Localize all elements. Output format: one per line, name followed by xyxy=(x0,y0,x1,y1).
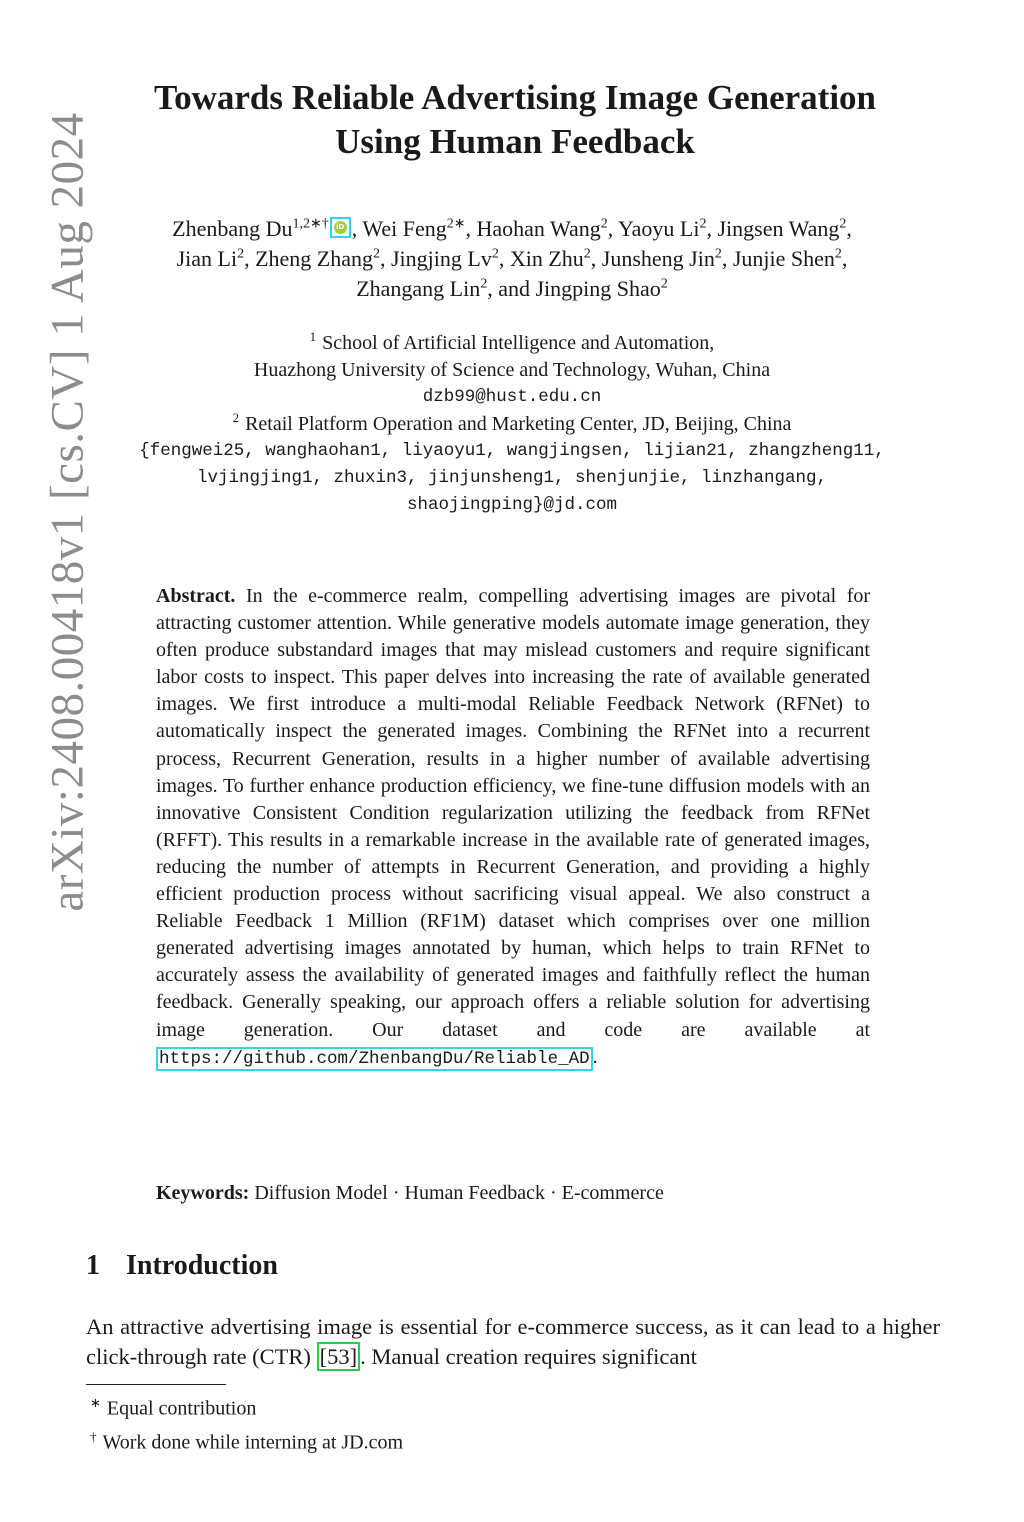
section-number: 1 xyxy=(86,1250,100,1281)
footnote-2: † Work done while interning at JD.com xyxy=(90,1428,404,1454)
github-link[interactable]: https://github.com/ZhenbangDu/Reliable_AD xyxy=(156,1047,593,1071)
affiliation-2-emails-line-1: {fengwei25, wanghaohan1, liyaoyu1, wangjingsen, lijian21, zhangzheng11, xyxy=(139,441,885,461)
paper-title xyxy=(90,76,940,164)
section-title: Introduction xyxy=(126,1250,278,1281)
author-name: Jian Li xyxy=(176,246,238,271)
affiliations xyxy=(80,330,944,519)
abstract-text: In the e-commerce realm, compelling advertising images are pivotal for attracting customer attention. While generative models automate image generation, they often produce substandard images that may mislead customers and require significant labor costs to inspect. This paper delves into increasing the rate of available generated images. We first introduce a multi-modal Reliable Feedback Network (RFNet) to automatically inspect the generated images. Combining the RFNet into a recurrent process, Recurrent Generation, results in a higher number of available advertising images. To further enhance production efficiency, we fine-tune diffusion models with an innovative Consistent Condition regularization utilizing the feedback from RFNet (RFFT). This results in a remarkable increase in the available rate of generated images, reducing the number of attempts in Recurrent Generation, and providing a highly efficient production process without sacrificing visual appeal. We also construct a Reliable Feedback 1 Million (RF1M) dataset which comprises over one million generated advertising images annotated by human, which helps to train RFNet to accurately assess the availability of generated images and faithfully reflect the human feedback. Generally speaking, our approach offers a reliable solution for advertising image generation. Our dataset and code are available at xyxy=(156,585,871,1041)
author-line-3: Zhangang Lin$^2$, and Jingping Shao$^2$ xyxy=(356,276,668,301)
author-name: Zheng Zhang xyxy=(255,246,373,271)
author-name: Haohan Wang xyxy=(476,216,601,241)
author-name: Zhenbang Du xyxy=(172,216,293,241)
citation-link[interactable]: [53] xyxy=(317,1342,361,1371)
keywords xyxy=(156,1180,870,1207)
footnote-1: ∗ Equal contribution xyxy=(90,1395,257,1420)
author-name: Yaoyu Li xyxy=(617,216,700,241)
affiliation-2-emails-line-3: shaojingping}@jd.com xyxy=(406,495,618,515)
affiliation-1-line-1: $^1$ School of Artificial Intelligence and Automation, xyxy=(309,329,715,354)
keywords-label: Keywords: xyxy=(156,1182,250,1204)
affiliation-2-emails-line-2: lvjingjing1, zhuxin3, jinjunsheng1, shenjunjie, linzhangang, xyxy=(196,468,828,488)
affiliation-1-email[interactable]: dzb99@hust.edu.cn xyxy=(422,387,602,407)
affiliation-2-line-1: $^2$ Retail Platform Operation and Marketing Center, JD, Beijing, China xyxy=(232,410,792,435)
author-name: Junjie Shen xyxy=(732,246,835,271)
author-line-1: Zhenbang $Du^{1,2∗\dagger}$ iD , Wei Feng$^{2∗}$, Haohan Wang$^2$, Yaoyu Li$^2$, Jingsen Wang$^2$, xyxy=(172,216,852,241)
intro-paragraph: An attractive advertising image is essential for e-commerce success, as it can lead to a higher click-through rate (CTR) [53] . Manual creation requires significant xyxy=(86,1314,940,1369)
author-name: Jingjing Lv xyxy=(390,246,492,271)
keywords-text: Diffusion Model · Human Feedback · E-commerce xyxy=(254,1182,664,1204)
orcid-icon[interactable]: iD xyxy=(330,217,351,238)
author-list xyxy=(80,214,944,304)
author-sup: 2∗ xyxy=(446,216,466,232)
author-line-2: Jian Li$^2$, Zheng Zhang$^2$, Jingjing Lv$^2$, Xin Zhu$^2$, Junsheng Jin$^2$, Junjie Shen$^2$, xyxy=(176,246,848,271)
footnote-rule xyxy=(86,1384,226,1385)
author-name: Jingping Shao xyxy=(535,276,661,301)
affiliation-1-line-2: Huazhong University of Science and Technology, Wuhan, China xyxy=(253,359,771,381)
section-heading xyxy=(86,1250,278,1282)
author-name: Zhangang Lin xyxy=(356,276,481,301)
author-name: Jingsen Wang xyxy=(717,216,840,241)
abstract-label: Abstract. xyxy=(156,585,236,607)
author-name: Wei Feng xyxy=(362,216,447,241)
footnotes xyxy=(90,1389,403,1456)
abstract: Abstract. In the e-commerce realm, compelling advertising images are pivotal for attracting customer attention. While generative models automate image generation, they often produce substandard images that may mislead customers and require significant labor costs to inspect. This paper delves into increasing the rate of available generated images. We first introduce a multi-modal Reliable Feedback Network (RFNet) to automatically inspect the generated images. Combining the RFNet into a recurrent process, Recurrent Generation, results in a higher number of available advertising images. To further enhance production efficiency, we fine-tune diffusion models with an innovative Consistent Condition regularization utilizing the feedback from RFNet (RFFT). This results in a remarkable increase in the available rate of generated images, reducing the number of attempts in Recurrent Generation, and providing a highly efficient production process without sacrificing visual appeal. We also construct a Reliable Feedback 1 Million (RF1M) dataset which comprises over one million generated advertising images annotated by human, which helps to train RFNet to accurately assess the availability of generated images and faithfully reflect the human feedback. Generally speaking, our approach offers a reliable solution for advertising image generation. Our dataset and code are available at https://github.com/ZhenbangDu/Reliable_AD . xyxy=(156,585,871,1069)
arxiv-identifier: arXiv:2408.00418v1 [cs.CV] 1 Aug 2024 xyxy=(42,112,95,912)
title-line-2: Using Human Feedback xyxy=(335,122,695,161)
author-sup: 1,2∗† xyxy=(292,216,329,232)
author-name: Xin Zhu xyxy=(509,246,584,271)
author-name: Junsheng Jin xyxy=(601,246,715,271)
title-line-1: Towards Reliable Advertising Image Generation xyxy=(153,78,877,117)
